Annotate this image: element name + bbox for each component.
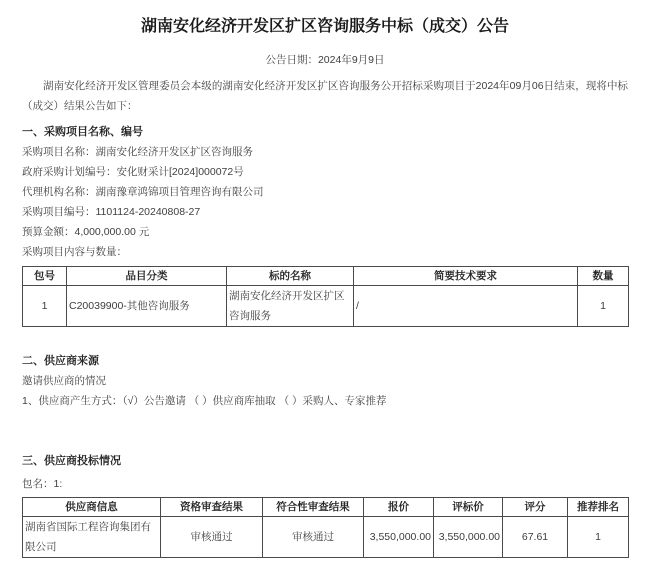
field-plan-number	[22, 162, 628, 182]
field-value: 1101124-20240808-27	[95, 206, 201, 218]
items-table-row	[23, 286, 629, 327]
field-label: 采购项目编号：	[22, 206, 96, 218]
col-header-tech-requirements: 简要技术要求	[354, 267, 578, 286]
package-name-label: 包名：1:	[22, 478, 63, 490]
invite-suppliers-line: 邀请供应商的情况	[22, 375, 106, 387]
page-title: 湖南安化经济开发区扩区咨询服务中标（成交）公告	[140, 18, 509, 35]
field-label: 采购项目名称：	[22, 146, 96, 158]
col-header-evaluated-price: 评标价	[434, 498, 503, 517]
col-header-subject-name: 标的名称	[227, 267, 354, 286]
field-project-number	[22, 202, 628, 222]
col-header-quote: 报价	[364, 498, 434, 517]
items-table-header-row	[23, 267, 629, 286]
cell-evaluated-price: 3,550,000.00	[434, 517, 503, 558]
cell-subject-name: 湖南安化经济开发区扩区咨询服务	[227, 286, 354, 327]
cell-supplier-info: 湖南省国际工程咨询集团有限公司	[23, 517, 161, 558]
col-header-score: 评分	[503, 498, 568, 517]
col-header-quantity: 数量	[578, 267, 629, 286]
col-header-recommend-rank: 推荐排名	[568, 498, 629, 517]
procurement-items-table	[22, 266, 629, 327]
col-header-supplier-info: 供应商信息	[23, 498, 161, 517]
cell-tech-requirements: /	[354, 286, 578, 327]
field-label: 政府采购计划编号：	[22, 166, 117, 178]
cell-quote: 3,550,000.00	[364, 517, 434, 558]
field-label: 采购项目内容与数量：	[22, 246, 127, 258]
field-label: 预算金额：	[22, 226, 75, 238]
supplier-bids-table	[22, 497, 629, 558]
col-header-category: 品目分类	[67, 267, 227, 286]
field-content-quantity	[22, 242, 628, 262]
section-3-heading: 三、供应商投标情况	[22, 455, 121, 467]
supplier-method-line: 1、供应商产生方式：（√）公告邀请 （ ）供应商库抽取 （ ）采购人、专家推荐	[22, 395, 387, 407]
publish-date: 公告日期：2024年9月9日	[265, 54, 385, 66]
cell-package-no: 1	[23, 286, 67, 327]
field-value: 安化财采计[2024]000072号	[116, 166, 244, 178]
col-header-package-no: 包号	[23, 267, 67, 286]
field-project-name	[22, 142, 628, 162]
cell-qualification-review: 审核通过	[161, 517, 263, 558]
intro-paragraph: 湖南安化经济开发区管理委员会本级的湖南安化经济开发区扩区咨询服务公开招标采购项目于2024年09月06日结束，现将中标（成交）结果公告如下：	[22, 80, 628, 112]
bids-table-row	[23, 517, 629, 558]
announcement-document	[0, 16, 650, 558]
section-1-heading: 一、采购项目名称、编号	[22, 126, 143, 138]
field-agency-name	[22, 182, 628, 202]
field-label: 代理机构名称：	[22, 186, 96, 198]
field-budget	[22, 222, 628, 242]
cell-conformity-review: 审核通过	[263, 517, 364, 558]
field-value: 湖南豫章鸿锦项目管理咨询有限公司	[95, 186, 264, 198]
field-value: 4,000,000.00 元	[74, 226, 150, 238]
cell-score: 67.61	[503, 517, 568, 558]
section-2-heading: 二、供应商来源	[22, 355, 99, 367]
col-header-conformity-review: 符合性审查结果	[263, 498, 364, 517]
field-value: 湖南安化经济开发区扩区咨询服务	[95, 146, 253, 158]
cell-quantity: 1	[578, 286, 629, 327]
bids-table-header-row	[23, 498, 629, 517]
cell-recommend-rank: 1	[568, 517, 629, 558]
col-header-qualification-review: 资格审查结果	[161, 498, 263, 517]
cell-category: C20039900-其他咨询服务	[67, 286, 227, 327]
